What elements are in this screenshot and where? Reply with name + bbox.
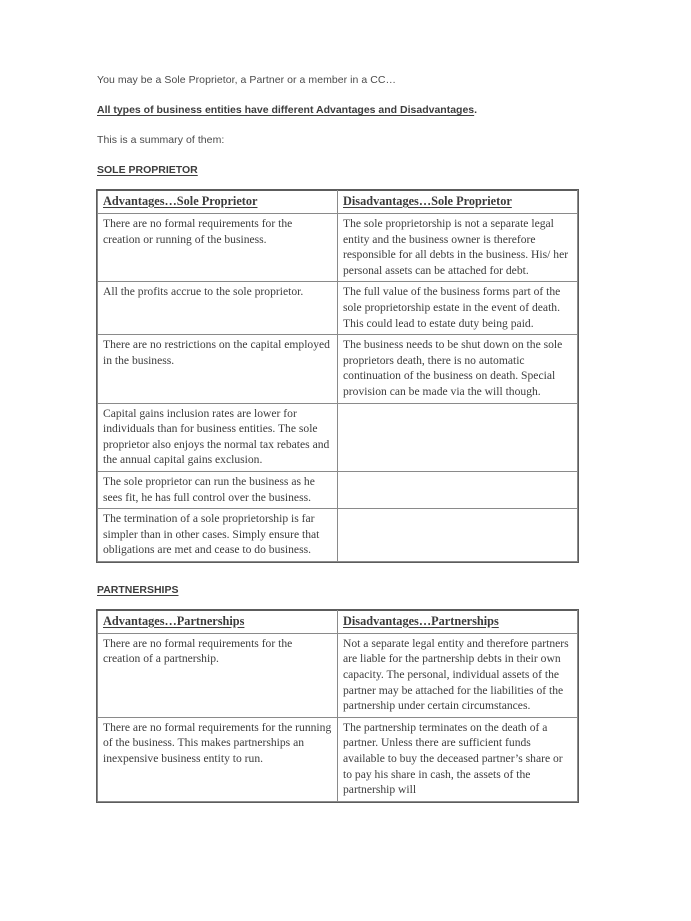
cell-advantage: All the profits accrue to the sole proprietor.	[98, 282, 338, 335]
cell-advantage: There are no formal requirements for the creation or running of the business.	[98, 214, 338, 282]
column-header-advantages	[98, 191, 338, 214]
table-header-row	[98, 610, 578, 633]
table-row	[98, 335, 578, 403]
cell-disadvantage: The sole proprietorship is not a separate legal entity and the business owner is therefore responsible for all debts in the business. His/ her personal assets can be attached for debt.	[338, 214, 578, 282]
cell-disadvantage-empty	[338, 471, 578, 508]
table-row	[98, 282, 578, 335]
column-header-disadvantages	[338, 191, 578, 214]
cell-disadvantage: The full value of the business forms part of the sole proprietorship estate in the event of death. This could lead to estate duty being paid.	[338, 282, 578, 335]
table-row	[98, 633, 578, 717]
column-header-advantages-text: Advantages…Sole Proprietor	[103, 194, 258, 208]
table-row	[98, 717, 578, 801]
emphasis-paragraph	[97, 104, 577, 117]
section-heading-partnerships-text: PARTNERSHIPS	[97, 583, 179, 596]
table-header-row	[98, 191, 578, 214]
cell-advantage: There are no formal requirements for the running of the business. This makes partnerships an inexpensive business entity to run.	[98, 717, 338, 801]
column-header-disadvantages-text: Disadvantages…Sole Proprietor	[343, 194, 512, 208]
column-header-disadvantages-text: Disadvantages…Partnerships	[343, 613, 499, 628]
cell-advantage: There are no restrictions on the capital employed in the business.	[98, 335, 338, 403]
document-content	[97, 74, 577, 802]
cell-disadvantage: The partnership terminates on the death of a partner. Unless there are sufficient funds available to buy the deceased partner’s share or to pay his share in cash, the assets of the partnership will	[338, 717, 578, 801]
cell-advantage: There are no formal requirements for the creation of a partnership.	[98, 633, 338, 717]
cell-disadvantage-empty	[338, 403, 578, 471]
cell-advantage: The sole proprietor can run the business as he sees fit, he has full control over the business.	[98, 471, 338, 508]
cell-advantage: The termination of a sole proprietorship is far simpler than in other cases. Simply ensure that obligations are met and cease to do business.	[98, 509, 338, 562]
table-row	[98, 509, 578, 562]
intro-paragraph: You may be a Sole Proprietor, a Partner or a member in a CC…	[97, 74, 397, 86]
section-heading-sole-proprietor	[97, 164, 577, 177]
section-gap	[97, 562, 577, 584]
cell-disadvantage: The business needs to be shut down on the sole proprietors death, there is no automatic continuation of the business on death. Special provision can be made via the will though.	[338, 335, 578, 403]
table-sole-proprietor	[97, 190, 578, 562]
summary-paragraph: This is a summary of them:	[97, 134, 225, 146]
column-header-advantages-text: Advantages…Partnerships	[103, 613, 245, 628]
table-row	[98, 403, 578, 471]
column-header-advantages	[98, 610, 338, 633]
section-heading-sole-proprietor-text: SOLE PROPRIETOR	[97, 164, 198, 176]
cell-advantage: Capital gains inclusion rates are lower for individuals than for business entities. The sole proprietor also enjoys the normal tax rebates and the annual capital gains exclusion.	[98, 403, 338, 471]
section-heading-partnerships	[97, 584, 577, 597]
cell-disadvantage: Not a separate legal entity and therefore partners are liable for the partnership debts in their own capacity. The personal, individual assets of the partner may be attached for the liabilities of the partnership under certain circumstances.	[338, 633, 578, 717]
table-partnerships	[97, 610, 578, 802]
emphasis-paragraph-underlined: All types of business entities have different Advantages and Disadvantages	[97, 104, 475, 116]
table-row	[98, 471, 578, 508]
emphasis-paragraph-period: .	[474, 104, 478, 116]
column-header-disadvantages	[338, 610, 578, 633]
cell-disadvantage-empty	[338, 509, 578, 562]
table-row	[98, 214, 578, 282]
